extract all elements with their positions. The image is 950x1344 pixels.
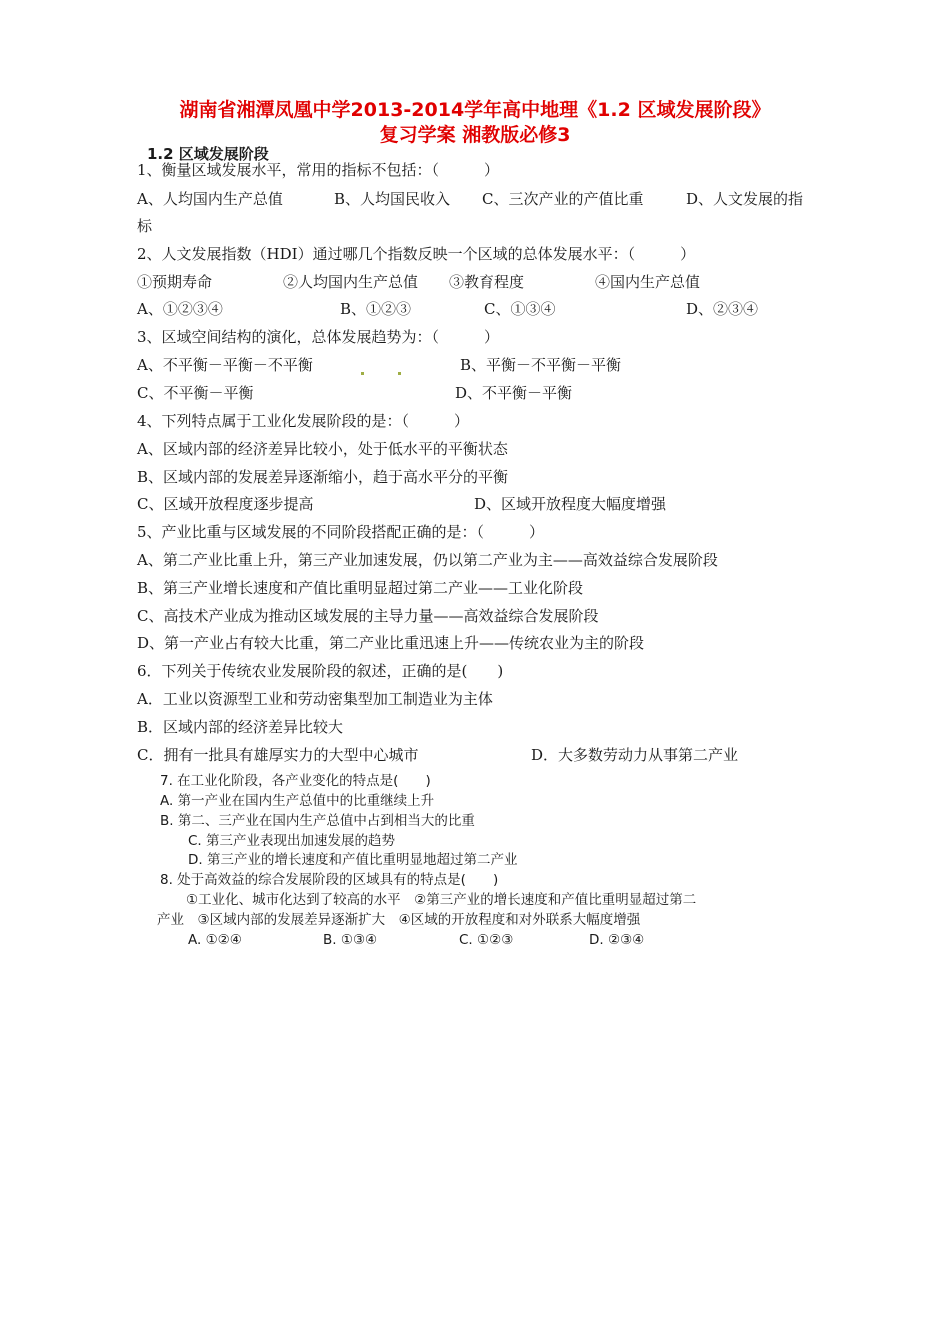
q1-option-c: C、三次产业的产值比重 — [482, 190, 644, 208]
q7-stem: 7. 在工业化阶段，各产业变化的特点是( ) — [160, 773, 431, 789]
q8-statement-line-2: 产业 ③区域内部的发展差异逐渐扩大 ④区域的开放程度和对外联系大幅度增强 — [157, 912, 641, 928]
q6-option-d: D．大多数劳动力从事第二产业 — [531, 746, 739, 764]
q7-option-d: D. 第三产业的增长速度和产值比重明显地超过第二产业 — [188, 852, 518, 868]
q4-option-c: C、区域开放程度逐步提高 — [137, 495, 314, 513]
q6-option-b: B．区域内部的经济差异比较大 — [137, 718, 344, 736]
q4-option-b: B、区域内部的发展差异逐渐缩小，趋于高水平分的平衡 — [137, 468, 509, 486]
q2-stem: 2、人文发展指数（HDI）通过哪几个指数反映一个区域的总体发展水平：（ ） — [137, 245, 696, 263]
q1-option-a: A、人均国内生产总值 — [137, 190, 283, 208]
q3-option-d: D、不平衡－平衡 — [455, 384, 573, 402]
q2-option-c: C、①③④ — [484, 300, 556, 318]
scan-speck — [361, 372, 364, 375]
q2-item-2: ②人均国内生产总值 — [283, 273, 419, 291]
q2-item-4: ④国内生产总值 — [595, 273, 701, 291]
scan-speck — [398, 372, 401, 375]
q1-option-d: D、人文发展的指 — [686, 190, 804, 208]
q6-option-a: A．工业以资源型工业和劳动密集型加工制造业为主体 — [137, 690, 493, 708]
q5-option-a: A、第二产业比重上升，第三产业加速发展，仍以第二产业为主——高效益综合发展阶段 — [137, 551, 718, 569]
q2-item-3: ③教育程度 — [449, 273, 525, 291]
q8-option-d: D. ②③④ — [589, 932, 645, 948]
q3-option-b: B、平衡－不平衡－平衡 — [460, 356, 622, 374]
section-heading: 1.2 区域发展阶段 — [147, 145, 269, 163]
q1-stem: 1、衡量区域发展水平，常用的指标不包括：（ ） — [137, 161, 500, 179]
q2-item-1: ①预期寿命 — [137, 273, 213, 291]
q8-statement-line-1: ①工业化、城市化达到了较高的水平 ②第三产业的增长速度和产值比重明显超过第二 — [186, 892, 697, 908]
q2-option-d: D、②③④ — [686, 300, 759, 318]
q2-option-a: A、①②③④ — [137, 300, 223, 318]
q1-option-d-continued: 标 — [137, 217, 153, 235]
q7-option-b: B. 第二、三产业在国内生产总值中占到相当大的比重 — [160, 813, 475, 829]
q8-stem: 8. 处于高效益的综合发展阶段的区域具有的特点是( ) — [160, 872, 499, 888]
q3-stem: 3、区域空间结构的演化，总体发展趋势为：（ ） — [137, 328, 500, 346]
q8-option-b: B. ①③④ — [323, 932, 378, 948]
q5-option-c: C、高技术产业成为推动区域发展的主导力量——高效益综合发展阶段 — [137, 607, 599, 625]
q8-option-c: C. ①②③ — [459, 932, 514, 948]
q6-option-c: C．拥有一批具有雄厚实力的大型中心城市 — [137, 746, 419, 764]
document-title-line-1: 湖南省湘潭凤凰中学2013-2014学年高中地理《1.2 区域发展阶段》 — [179, 99, 771, 121]
q5-stem: 5、产业比重与区域发展的不同阶段搭配正确的是：（ ） — [137, 523, 545, 541]
q3-option-c: C、不平衡－平衡 — [137, 384, 254, 402]
document-title-line-2: 复习学案 湘教版必修3 — [379, 124, 571, 146]
q4-stem: 4、下列特点属于工业化发展阶段的是：（ ） — [137, 412, 470, 430]
q7-option-a: A. 第一产业在国内生产总值中的比重继续上升 — [160, 793, 435, 809]
q4-option-d: D、区域开放程度大幅度增强 — [474, 495, 667, 513]
q5-option-d: D、第一产业占有较大比重，第二产业比重迅速上升——传统农业为主的阶段 — [137, 634, 645, 652]
q2-option-b: B、①②③ — [340, 300, 412, 318]
q3-option-a: A、不平衡－平衡－不平衡 — [137, 356, 313, 374]
q8-option-a: A. ①②④ — [188, 932, 242, 948]
q7-option-c: C. 第三产业表现出加速发展的趋势 — [188, 833, 396, 849]
q1-option-b: B、人均国民收入 — [334, 190, 451, 208]
q4-option-a: A、区域内部的经济差异比较小，处于低水平的平衡状态 — [137, 440, 508, 458]
q6-stem: 6．下列关于传统农业发展阶段的叙述，正确的是( ) — [137, 662, 504, 680]
q5-option-b: B、第三产业增长速度和产值比重明显超过第二产业——工业化阶段 — [137, 579, 584, 597]
